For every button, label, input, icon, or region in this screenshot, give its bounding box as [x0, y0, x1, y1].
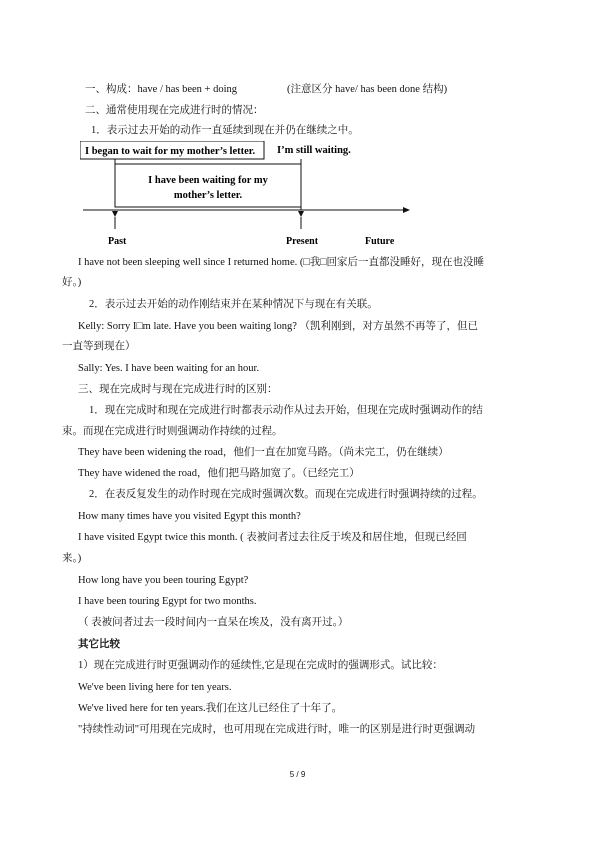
- comparison-2-text: "持续性动词"可用现在完成时，也可用现在完成进行时，唯一的区别是进行时更强调动: [78, 724, 476, 735]
- still-waiting-label: I’m still waiting.: [277, 145, 351, 156]
- comparison-example-1: We've been living here for ten years.: [78, 682, 232, 693]
- past-marker-icon: [112, 211, 118, 217]
- example-6-question: How long have you been touring Egypt?: [78, 575, 249, 586]
- page-number: 5 / 9: [289, 770, 306, 779]
- example-6-note: （ 表被问者过去一段时间内一直呆在埃及，没有离开过。）: [78, 617, 349, 628]
- difference-2-text: 2．在表反复发生的动作时现在完成时强调次数。而现在完成进行时强调持续的过程。: [89, 489, 483, 500]
- usage-1-text: 1．表示过去开始的动作一直延续到现在并仍在继续之中。: [91, 125, 359, 136]
- comparison-example-2: We've lived here for ten years.我们在这儿已经住了十年了。: [78, 703, 343, 714]
- example-5-answer-line2: 来。): [62, 553, 82, 564]
- section-2-heading: 二、通常使用现在完成进行时的情况：: [85, 105, 264, 116]
- example-5-question: How many times have you visited Egypt this month?: [78, 511, 301, 522]
- structure-note: (注意区分 have/ has been done 结构): [287, 84, 448, 95]
- example-6-answer: I have been touring Egypt for two months.: [78, 596, 257, 607]
- past-label: Past: [108, 236, 127, 247]
- example-3: They have been widening the road，他们一直在加宽马路。（尚未完工，仍在继续）: [78, 447, 449, 458]
- example-2-reply: Sally: Yes. I have been waiting for an hour.: [78, 363, 260, 374]
- other-comparison-heading: 其它比较: [78, 639, 120, 650]
- example-2-line2: 一直等到现在）: [62, 341, 136, 352]
- section-3-heading: 三、现在完成时与现在完成进行时的区别：: [78, 384, 278, 395]
- waiting-box-line1: I have been waiting for my: [148, 175, 268, 186]
- present-label: Present: [286, 236, 319, 247]
- waiting-box-line2: mother’s letter.: [173, 190, 243, 201]
- example-5-answer-line1: I have visited Egypt twice this month. ( 表被问者过去往反于埃及和居住地，但现已经回: [78, 532, 467, 543]
- structure-formula: 一、构成：have / has been + doing: [85, 84, 238, 95]
- difference-1-line1: 1．现在完成时和现在完成进行时都表示动作从过去开始，但现在完成时强调动作的结: [89, 405, 483, 416]
- section-1-heading: [85, 83, 448, 97]
- present-marker-icon: [298, 211, 304, 217]
- example-4: They have widened the road，他们把马路加宽了。（已经完工）: [78, 468, 360, 479]
- future-label: Future: [365, 236, 395, 247]
- example-2-line1: Kelly: Sorry I□m late. Have you been waiting long? （凯利刚到，对方虽然不再等了，但已: [78, 321, 479, 332]
- timeline-arrow-icon: [403, 207, 410, 213]
- example-1-line1: I have not been sleeping well since I returned home. (□我□回家后一直都没睡好，现在也没睡: [78, 257, 485, 268]
- usage-2-text: 2．表示过去开始的动作刚结束并在某种情况下与现在有关联。: [89, 299, 378, 310]
- timeline-diagram: [80, 141, 410, 249]
- comparison-1-text: 1）现在完成进行时更强调动作的延续性,它是现在完成时的强调形式。试比较：: [78, 660, 443, 671]
- difference-1-line2: 束。而现在完成进行时则强调动作持续的过程。: [62, 426, 283, 437]
- example-1-line2: 好。): [62, 277, 82, 288]
- began-label: I began to wait for my mother’s letter.: [85, 146, 256, 157]
